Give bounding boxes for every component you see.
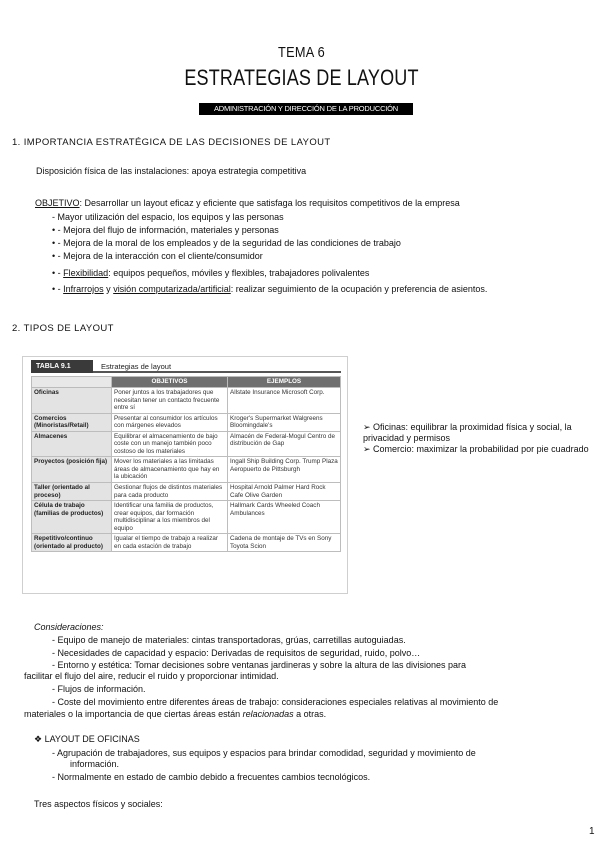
consideration-item-continuation: facilitar el flujo del aire, reducir el ruido y proporcionar intimidad.: [24, 671, 279, 681]
course-subtitle: ADMINISTRACIÓN Y DIRECCIÓN DE LA PRODUCCIÓN: [199, 103, 413, 115]
row-objective: Gestionar flujos de distintos materiales para cada producto: [112, 483, 228, 501]
row-category: Comercios (Minoristas/Retail): [32, 413, 112, 431]
flexibility-item: [52, 268, 369, 279]
table-row: [32, 534, 341, 552]
column-header-examples: EJEMPLOS: [228, 377, 341, 388]
table-row: [32, 501, 341, 534]
infrared-item: [52, 284, 487, 295]
infrared-text: : realizar seguimiento de la ocupación y preferencia de asientos.: [230, 284, 488, 294]
row-objective: Mover los materiales a las limitadas áreas de almacenamiento que hay en la ubicación: [112, 457, 228, 483]
table-row: [32, 483, 341, 501]
row-objective: Poner juntos a los trabajadores que necesitan tener un contacto frecuente entre sí: [112, 388, 228, 414]
continuation-text: materiales o la importancia de que ciertas áreas están: [24, 709, 243, 719]
topic-number: TEMA 6: [278, 44, 325, 61]
row-category: Proyectos (posición fija): [32, 457, 112, 483]
continuation-italic: relacionadas: [242, 709, 294, 719]
table-caption: Estrategias de layout: [101, 362, 172, 371]
side-note-offices: ➢ Oficinas: equilibrar la proximidad física y social, la privacidad y permisos: [363, 422, 572, 443]
section-2-heading: 2. TIPOS DE LAYOUT: [12, 323, 114, 334]
consideration-item: - Entorno y estética: Tomar decisiones sobre ventanas jardineras y sobre la altura de las divisiones para: [52, 660, 467, 670]
row-category: Célula de trabajo (familias de productos): [32, 501, 112, 534]
row-examples: Hospital Arnold Palmer Hard Rock Cafe Olive Garden: [228, 483, 341, 501]
computer-vision-label: visión computarizada/artificial: [113, 284, 231, 294]
considerations-label: Consideraciones:: [34, 622, 104, 632]
side-notes: [363, 422, 601, 455]
objective-item: - Mayor utilización del espacio, los equipos y las personas: [52, 212, 284, 222]
consideration-item: - Necesidades de capacidad y espacio: Derivadas de requisitos de seguridad, ruido, polvo…: [52, 648, 421, 658]
table-row: [32, 413, 341, 431]
section-1-heading: 1. IMPORTANCIA ESTRATÉGICA DE LAS DECISIONES DE LAYOUT: [12, 137, 331, 148]
bullet: • -: [52, 268, 64, 278]
offices-item: - Normalmente en estado de cambio debido a frecuentes cambios tecnológicos.: [52, 772, 371, 782]
row-category: Repetitivo/continuo (orientado al producto): [32, 534, 112, 552]
row-examples: Cadena de montaje de TVs en Sony Toyota Scion: [228, 534, 341, 552]
offices-item: - Agrupación de trabajadores, sus equipos y espacios para brindar comodidad, seguridad y movimiento de: [52, 748, 476, 758]
row-examples: Kroger's Supermarket Walgreens Bloomingdale's: [228, 413, 341, 431]
offices-item-continuation: información.: [70, 759, 120, 769]
row-examples: Allstate Insurance Microsoft Corp.: [228, 388, 341, 414]
row-objective: Igualar el tiempo de trabajo a realizar en cada estación de trabajo: [112, 534, 228, 552]
section-1-intro: Disposición física de las instalaciones: apoya estrategia competitiva: [36, 166, 307, 176]
objective-item: • - Mejora de la moral de los empleados y de la seguridad de las condiciones de trabajo: [52, 238, 401, 248]
row-category: Oficinas: [32, 388, 112, 414]
table-tag: TABLA 9.1: [31, 360, 93, 373]
consideration-item-continuation: [24, 709, 326, 720]
page-title: ESTRATEGIAS DE LAYOUT: [184, 65, 419, 90]
flexibility-text: : equipos pequeños, móviles y flexibles, trabajadores polivalentes: [108, 268, 370, 278]
row-category: Almacenes: [32, 431, 112, 457]
row-examples: Almacén de Federal-Mogul Centro de distribución de Gap: [228, 431, 341, 457]
objective-line: [35, 198, 460, 209]
page-number: 1: [589, 826, 595, 837]
table-row: [32, 457, 341, 483]
row-examples: Ingall Ship Building Corp. Trump Plaza Aeropuerto de Pittsburgh: [228, 457, 341, 483]
offices-heading: ❖ LAYOUT DE OFICINAS: [34, 734, 140, 744]
bullet: • -: [52, 284, 64, 294]
side-note-retail: ➢ Comercio: maximizar la probabilidad por pie cuadrado: [363, 444, 589, 454]
row-objective: Presentar al consumidor los artículos con márgenes elevados: [112, 413, 228, 431]
continuation-text: a otras.: [293, 709, 327, 719]
aspects-heading: Tres aspectos físicos y sociales:: [34, 799, 163, 809]
flexibility-label: Flexibilidad: [63, 268, 109, 278]
strategy-table: [31, 376, 341, 552]
infrared-label: Infrarrojos: [63, 284, 104, 294]
consideration-item: - Coste del movimiento entre diferentes áreas de trabajo: consideraciones especiales relativas al movimiento de: [52, 697, 499, 707]
consideration-item: - Equipo de manejo de materiales: cintas transportadoras, grúas, carretillas autoguiadas.: [52, 635, 406, 645]
row-objective: Equilibrar el almacenamiento de bajo coste con un manejo también poco costoso de los materiales: [112, 431, 228, 457]
table-row: [32, 388, 341, 414]
column-header-objectives: OBJETIVOS: [112, 377, 228, 388]
consideration-item: - Flujos de información.: [52, 684, 146, 694]
objective-item: • - Mejora de la interacción con el cliente/consumidor: [52, 251, 263, 261]
objective-text: : Desarrollar un layout eficaz y eficiente que satisfaga los requisitos competitivos de la empresa: [79, 198, 460, 208]
row-objective: Identificar una familia de productos, crear equipos, dar formación multidisciplinar a los miembros del equipo: [112, 501, 228, 534]
table-corner-cell: [32, 377, 112, 388]
table-header-bar: [31, 360, 341, 373]
objective-label: OBJETIVO: [35, 198, 80, 208]
row-examples: Hallmark Cards Wheeled Coach Ambulances: [228, 501, 341, 534]
table-row: [32, 431, 341, 457]
objective-item: • - Mejora del flujo de información, materiales y personas: [52, 225, 279, 235]
layout-strategies-table: [22, 356, 348, 594]
row-category: Taller (orientado al proceso): [32, 483, 112, 501]
connector-text: y: [103, 284, 114, 294]
